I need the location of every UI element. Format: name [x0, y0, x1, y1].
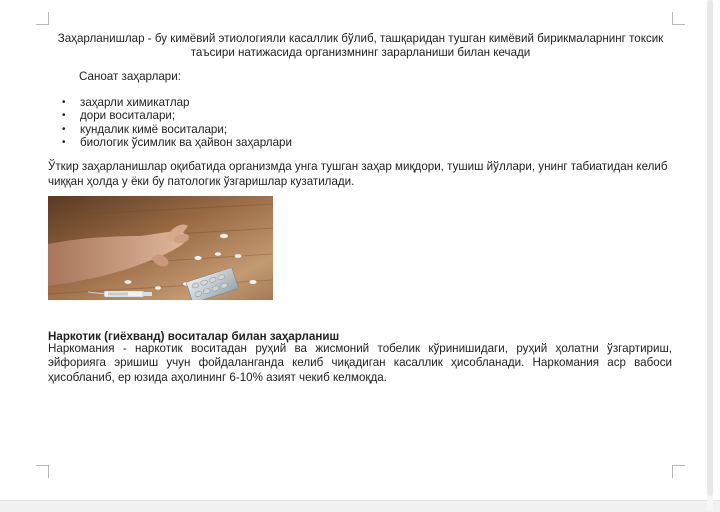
intro-heading: Заҳарланишлар - бу кимёвий этиологияли касаллик бўлиб, ташқаридан тушган кимёвий бирикмаларнинг токсик таъсири натижасида организмнинг зарарланиши билан кечади [57, 32, 664, 59]
acute-poisoning-paragraph: Ўткир заҳарланишлар оқибатида организмда унга тушган заҳар миқдори, тушиш йўллари, унинг табиатидан келиб чиққан ҳолда у ёки бу патологик ўзгаришлар кузатилади. [48, 160, 668, 188]
page-margin-corner-top-left [36, 12, 49, 25]
sources-label: Саноат заҳарлари: [79, 70, 181, 83]
page-margin-corner-bottom-right [672, 465, 685, 478]
sources-list [62, 96, 292, 150]
section-title: Наркотик (гиёхванд) воситалар билан заҳарланиш [48, 330, 340, 343]
list-item: • заҳарли химикатлар [62, 96, 292, 109]
list-item: • биологик ўсимлик ва ҳайвон заҳарлари [62, 136, 292, 149]
page-margin-corner-top-right [672, 12, 685, 25]
list-item: • кундалик кимё воситалари; [62, 123, 292, 136]
page-margin-corner-bottom-left [36, 465, 49, 478]
overdose-photo [48, 196, 273, 300]
scrollbar-thumb[interactable] [707, 0, 713, 496]
narcotic-paragraph: Наркомания - наркотик воситадан руҳий ва жисмоний тобелик кўринишидаги, руҳий ҳолатни ўзгартириш, эйфорияга эришиш учун фойдаланганда келиб чиқадиган касаллик ҳисобланади. Наркомания аср вабоси ҳисобланиб, ер юзида аҳолининг 6-10% азият чекиб келмоқда. [48, 342, 672, 384]
list-item: • дори воситалари; [62, 109, 292, 122]
page-gap [0, 500, 720, 512]
